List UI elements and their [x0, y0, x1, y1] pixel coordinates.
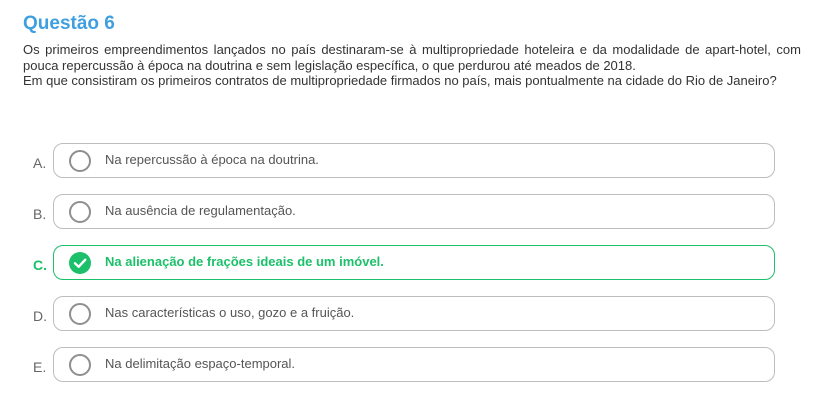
- check-circle-icon: [69, 252, 91, 274]
- option-letter: A.: [33, 155, 47, 171]
- option-b-box[interactable]: [53, 194, 775, 229]
- option-text: Na repercussão à época na doutrina.: [105, 152, 319, 167]
- question-text: [23, 42, 801, 89]
- option-text: Na ausência de regulamentação.: [105, 203, 296, 218]
- option-d[interactable]: [0, 296, 800, 332]
- option-d-box[interactable]: [53, 296, 775, 331]
- option-text: Na alienação de frações ideais de um imóvel.: [105, 254, 384, 269]
- radio-circle-icon[interactable]: [69, 150, 91, 172]
- option-b[interactable]: [0, 194, 800, 230]
- option-e-box[interactable]: [53, 347, 775, 382]
- question-paragraph-1: Os primeiros empreendimentos lançados no país destinaram-se à multipropriedade hoteleira e da modalidade de apart-hotel, com pouca repercussão à época na doutrina e sem legislação específica, o que perdurou até meados de 2018.: [23, 42, 801, 73]
- option-c[interactable]: [0, 245, 800, 281]
- question-paragraph-2: Em que consistiram os primeiros contratos de multipropriedade firmados no país, mais pontualmente na cidade do Rio de Janeiro?: [23, 73, 777, 88]
- radio-circle-icon[interactable]: [69, 303, 91, 325]
- option-a-box[interactable]: [53, 143, 775, 178]
- option-text: Na delimitação espaço-temporal.: [105, 356, 296, 371]
- option-letter: B.: [33, 206, 47, 222]
- option-c-box[interactable]: [53, 245, 775, 280]
- radio-circle-icon[interactable]: [69, 354, 91, 376]
- option-e[interactable]: [0, 347, 800, 383]
- option-letter: C.: [33, 257, 47, 273]
- question-title: Questão 6: [23, 13, 115, 34]
- option-letter: D.: [33, 308, 47, 324]
- option-letter: E.: [33, 359, 47, 375]
- radio-circle-icon[interactable]: [69, 201, 91, 223]
- option-a[interactable]: [0, 143, 800, 179]
- option-text: Nas características o uso, gozo e a fruição.: [105, 305, 355, 320]
